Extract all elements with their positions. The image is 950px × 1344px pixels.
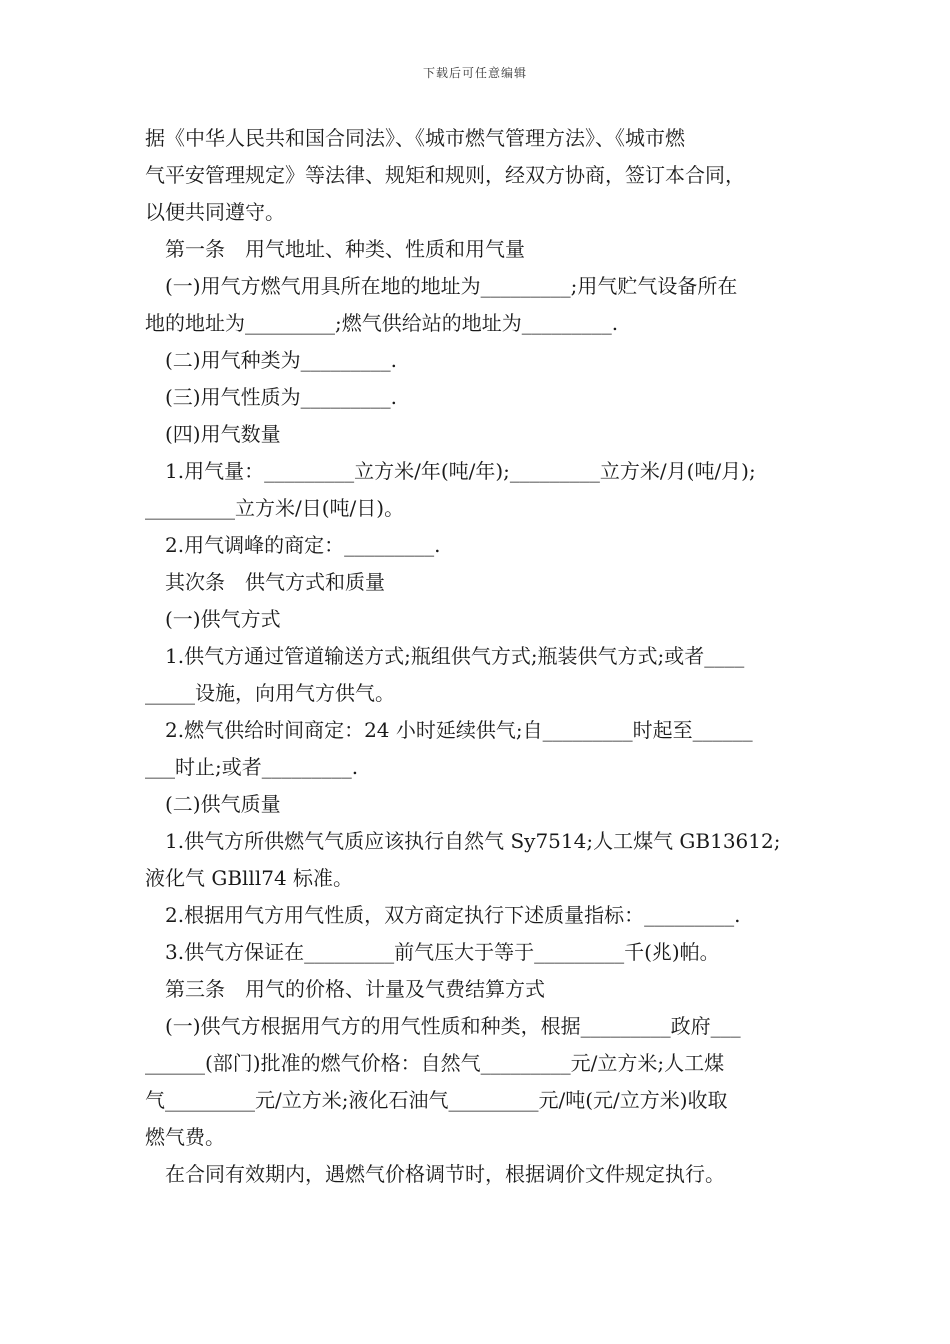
text-line: 据《中华人民共和国合同法》、《城市燃气管理方法》、《城市燃 — [145, 126, 685, 150]
text-line: 气_________元/立方米;液化石油气_________元/吨(元/立方米)收取 — [145, 1088, 728, 1112]
article-3-heading: 第三条 用气的价格、计量及气费结算方式 — [165, 977, 545, 1001]
article-2-heading: 其次条 供气方式和质量 — [165, 570, 385, 594]
text-line: 3.供气方保证在_________前气压大于等于_________千(兆)帕。 — [165, 940, 720, 964]
text-line: 1.用气量：_________立方米/年(吨/年);_________立方米/月(吨/月); — [165, 459, 756, 483]
text-line: _________立方米/日(吨/日)。 — [145, 496, 405, 520]
text-line: 在合同有效期内，遇燃气价格调节时，根据调价文件规定执行。 — [165, 1162, 725, 1186]
text-line: (二)用气种类为_________. — [165, 348, 397, 372]
text-line: ______(部门)批准的燃气价格：自然气_________元/立方米;人工煤 — [145, 1051, 725, 1075]
text-line: 地的地址为_________;燃气供给站的地址为_________. — [145, 311, 619, 335]
text-line: 燃气费。 — [145, 1125, 225, 1149]
text-line: 1.供气方通过管道输送方式;瓶组供气方式;瓶装供气方式;或者____ — [165, 644, 745, 668]
text-line: 2.用气调峰的商定：_________. — [165, 533, 441, 557]
text-line: (一)供气方式 — [165, 607, 281, 631]
document-body — [145, 120, 820, 1193]
text-line: (一)供气方根据用气方的用气性质和种类，根据_________政府___ — [165, 1014, 741, 1038]
text-line: (三)用气性质为_________. — [165, 385, 397, 409]
text-line: ___时止;或者_________. — [145, 755, 359, 779]
text-line: 1.供气方所供燃气气质应该执行自然气 Sy7514;人工煤气 GB13612; — [165, 829, 781, 853]
text-line: 液化气 GBlll74 标准。 — [145, 866, 354, 890]
text-line: (四)用气数量 — [165, 422, 281, 446]
text-line: (二)供气质量 — [165, 792, 281, 816]
text-line: 以便共同遵守。 — [145, 200, 285, 224]
article-1-heading: 第一条 用气地址、种类、性质和用气量 — [165, 237, 525, 261]
text-line: 2.根据用气方用气性质，双方商定执行下述质量指标：_________. — [165, 903, 741, 927]
text-line: (一)用气方燃气用具所在地的地址为_________;用气贮气设备所在 — [165, 274, 738, 298]
text-line: _____设施，向用气方供气。 — [145, 681, 395, 705]
text-line: 2.燃气供给时间商定：24 小时延续供气;自_________时起至______ — [165, 718, 753, 742]
page-header: 下载后可任意编辑 — [422, 66, 527, 80]
text-line: 气平安管理规定》等法律、规矩和规则，经双方协商，签订本合同， — [145, 163, 745, 187]
